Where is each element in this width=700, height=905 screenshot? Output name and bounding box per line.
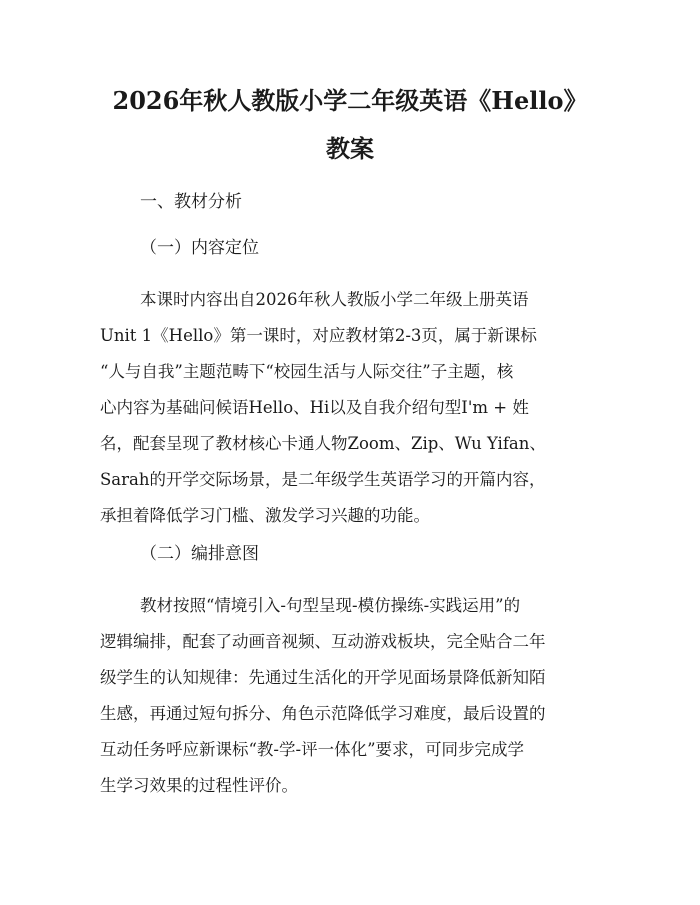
paragraph-line: “人与自我”主题范畴下“校园生活与人际交往”子主题，核: [100, 362, 514, 381]
paragraph-line: 生学习效果的过程性评价。: [100, 776, 298, 795]
paragraph-line: Unit 1《Hello》第一课时，对应教材第2-3页，属于新课标: [100, 326, 537, 345]
paragraph-line: 逻辑编排，配套了动画音视频、互动游戏板块，完全贴合二年: [100, 632, 546, 651]
paragraph-line: Sarah的开学交际场景，是二年级学生英语学习的开篇内容，: [100, 470, 546, 489]
document-title-line-1: 2026年秋人教版小学二年级英语《Hello》: [112, 86, 588, 115]
paragraph-line: 级学生的认知规律：先通过生活化的开学见面场景降低新知陌: [100, 668, 546, 687]
document-title-line-2: 教案: [326, 134, 374, 163]
paragraph-line: 教材按照“情境引入-句型呈现-模仿操练-实践运用”的: [140, 596, 521, 615]
paragraph-line: 生感，再通过短句拆分、角色示范降低学习难度，最后设置的: [100, 704, 546, 723]
subsection-heading-arrangement-intent: （二）编排意图: [140, 544, 259, 564]
paragraph-line: 本课时内容出自2026年秋人教版小学二年级上册英语: [140, 290, 529, 309]
section-heading-teaching-material-analysis: 一、教材分析: [140, 192, 242, 212]
subsection-heading-content-positioning: （一）内容定位: [140, 238, 259, 258]
paragraph-line: 名，配套呈现了教材核心卡通人物Zoom、Zip、Wu Yifan、: [100, 434, 546, 453]
paragraph-line: 承担着降低学习门槛、激发学习兴趣的功能。: [100, 506, 430, 525]
paragraph-line: 互动任务呼应新课标“教-学-评一体化”要求，可同步完成学: [100, 740, 525, 759]
paragraph-line: 心内容为基础问候语Hello、Hi以及自我介绍句型I'm + 姓: [100, 398, 529, 417]
